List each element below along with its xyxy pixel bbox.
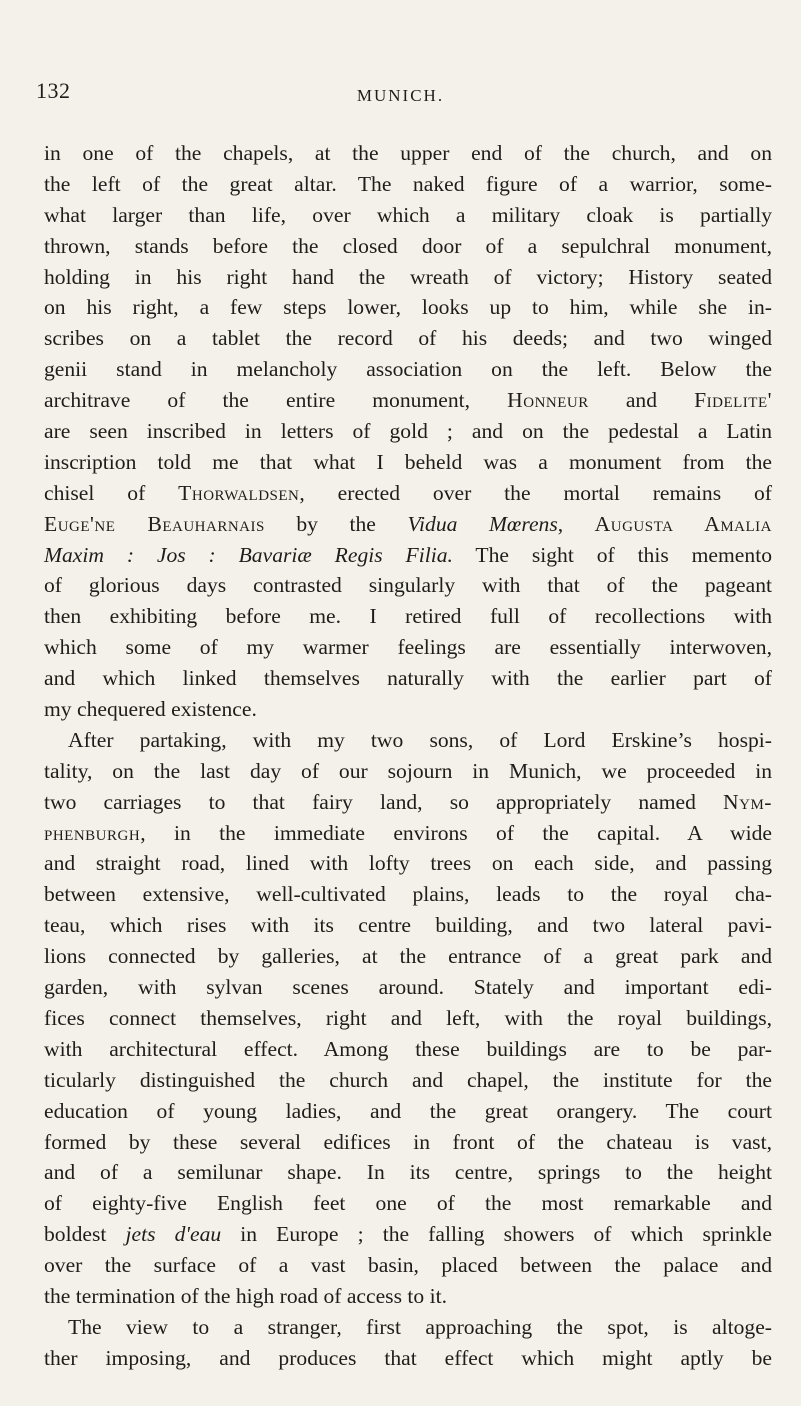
text-line [44, 787, 772, 818]
text-run: , [557, 511, 595, 536]
text-run: education of young ladies, and the great orangery. The court [44, 1098, 772, 1123]
text-run: The view to a stranger, first approaching the spot, is altoge- [68, 1314, 772, 1339]
text-line [44, 1312, 772, 1343]
text-line [44, 1250, 772, 1281]
text-run: the termination of the high road of access to it. [44, 1283, 447, 1308]
text-line [44, 848, 772, 879]
text-run: holding in his right hand the wreath of victory; History seated [44, 264, 772, 289]
text-run: with architectural effect. Among these buildings are to be par- [44, 1036, 772, 1061]
text-run: then exhibiting before me. I retired full of recollections with [44, 604, 772, 629]
text-run: are seen inscribed in letters of gold ; and on the pedestal a Latin [44, 419, 772, 444]
italic-text: Vidua Mœrens [407, 511, 558, 536]
text-run: The sight of this memento [452, 542, 772, 567]
text-line [44, 601, 772, 632]
text-run: in one of the chapels, at the upper end of the church, and on [44, 141, 772, 165]
text-run: and which linked themselves naturally with the earlier part of [44, 666, 772, 691]
text-run: and straight road, lined with lofty trees on each side, and passing [44, 851, 772, 876]
text-run: chisel of [44, 480, 179, 505]
text-line [44, 663, 772, 694]
text-run: ther imposing, and produces that effect which might aptly be [44, 1345, 772, 1370]
text-run: architrave of the entire monument, [44, 388, 508, 413]
text-line [44, 910, 772, 941]
text-line [44, 138, 772, 169]
text-line [44, 478, 772, 509]
text-line [44, 694, 772, 725]
text-run: , in the immediate environs of the capital. A wide [140, 820, 772, 845]
small-caps-text: Thorwaldsen [178, 480, 300, 505]
small-caps-text: Augusta Amalia [594, 511, 772, 536]
small-caps-text: Honneur [507, 388, 589, 413]
text-line [44, 231, 772, 262]
text-run: After partaking, with my two sons, of Lord Erskine’s hospi- [68, 727, 772, 752]
text-run: which some of my warmer feelings are essentially interwoven, [44, 635, 772, 660]
text-run: fices connect themselves, right and left, with the royal buildings, [44, 1005, 772, 1030]
text-run: in Europe ; the falling showers of which sprinkle [221, 1222, 773, 1247]
text-line [44, 1096, 772, 1127]
paragraph [44, 138, 772, 725]
italic-text: jets d'eau [125, 1222, 222, 1247]
text-run: garden, with sylvan scenes around. Stately and important edi- [44, 975, 772, 1000]
text-run: my chequered existence. [44, 697, 257, 722]
text-line [44, 169, 772, 200]
text-line [44, 1003, 772, 1034]
text-line [44, 354, 772, 385]
text-run: formed by these several edifices in front of the chateau is vast, [44, 1129, 772, 1154]
running-head: MUNICH. [356, 86, 445, 105]
text-line [44, 632, 772, 663]
text-line [44, 385, 772, 416]
text-run: ticularly distinguished the church and chapel, the institute for the [44, 1067, 772, 1092]
text-line [44, 725, 772, 756]
text-run: on his right, a few steps lower, looks up to him, while she in- [44, 295, 772, 320]
text-line [44, 941, 772, 972]
paragraph [44, 725, 772, 1312]
text-line [44, 879, 772, 910]
paragraph [44, 1312, 772, 1374]
text-line [44, 818, 772, 849]
text-line [44, 292, 772, 323]
text-run: of eighty-five English feet one of the most remarkable and [44, 1191, 772, 1216]
text-run: , erected over the mortal remains of [299, 480, 772, 505]
italic-text: Maxim : Jos : Bavariæ Regis Filia. [44, 542, 453, 567]
text-run: inscription told me that what I beheld was a monument from the [44, 449, 772, 474]
text-line [44, 540, 772, 571]
text-run: between extensive, well-cultivated plains, leads to the royal cha- [44, 882, 772, 907]
text-line [44, 972, 772, 1003]
text-run: scribes on a tablet the record of his deeds; and two winged [44, 326, 772, 351]
text-line [44, 1188, 772, 1219]
text-line [44, 447, 772, 478]
text-run: by the [264, 511, 408, 536]
text-run: and [588, 388, 695, 413]
text-run: lions connected by galleries, at the entrance of a great park and [44, 944, 772, 969]
text-run: two carriages to that fairy land, so appropriately named [44, 789, 724, 814]
text-run: what larger than life, over which a military cloak is partially [44, 202, 772, 227]
body-text [44, 138, 772, 1374]
text-line [44, 509, 772, 540]
small-caps-text: Fidelite' [694, 388, 772, 413]
text-run: over the surface of a vast basin, placed between the palace and [44, 1253, 772, 1278]
text-run: the left of the great altar. The naked figure of a warrior, some- [44, 171, 772, 196]
text-line [44, 1157, 772, 1188]
text-line [44, 1281, 772, 1312]
text-line [44, 1127, 772, 1158]
text-run: genii stand in melancholy association on the left. Below the [44, 357, 772, 382]
text-run: and of a semilunar shape. In its centre, springs to the height [44, 1160, 772, 1185]
text-line [44, 570, 772, 601]
text-line [44, 1343, 772, 1374]
small-caps-text: Nym- [723, 789, 772, 814]
text-line [44, 416, 772, 447]
text-run: teau, which rises with its centre building, and two lateral pavi- [44, 913, 772, 938]
text-run: of glorious days contrasted singularly with that of the pageant [44, 573, 772, 598]
text-line [44, 1065, 772, 1096]
text-run: thrown, stands before the closed door of a sepulchral monument, [44, 233, 772, 258]
text-line [44, 1034, 772, 1065]
text-line [44, 200, 772, 231]
small-caps-text: Euge'ne Beauharnais [44, 511, 265, 536]
text-line [44, 323, 772, 354]
page-number: 132 [36, 78, 71, 103]
text-run: tality, on the last day of our sojourn in Munich, we proceeded in [44, 758, 772, 783]
text-line [44, 756, 772, 787]
text-run: boldest [44, 1222, 126, 1247]
text-line [44, 1219, 772, 1250]
small-caps-text: phenburgh [44, 820, 141, 845]
text-line [44, 262, 772, 293]
